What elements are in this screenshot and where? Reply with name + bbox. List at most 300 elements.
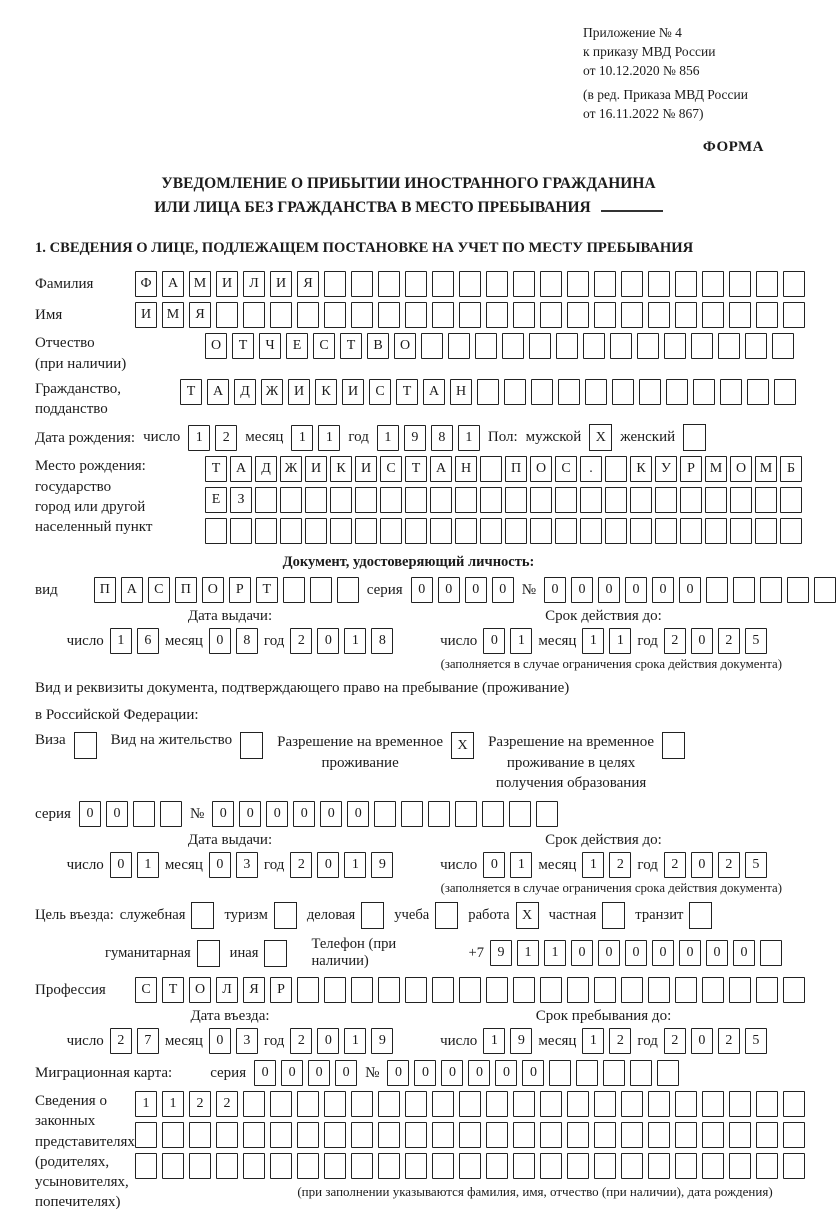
char-box[interactable]: О <box>189 977 211 1003</box>
char-box[interactable]: И <box>270 271 292 297</box>
char-box[interactable] <box>612 379 634 405</box>
char-box[interactable] <box>756 302 778 328</box>
char-box[interactable] <box>774 379 796 405</box>
char-box[interactable] <box>756 977 778 1003</box>
char-box[interactable]: О <box>394 333 416 359</box>
char-box[interactable] <box>702 1153 724 1179</box>
char-box[interactable] <box>421 333 443 359</box>
char-box[interactable]: 6 <box>137 628 159 654</box>
char-box[interactable]: 0 <box>544 577 566 603</box>
char-box[interactable] <box>783 1122 805 1148</box>
char-box[interactable]: 2 <box>290 852 312 878</box>
purpose-private-checkbox[interactable] <box>602 902 625 929</box>
char-box[interactable] <box>405 302 427 328</box>
char-box[interactable]: 2 <box>664 628 686 654</box>
char-box[interactable]: 1 <box>162 1091 184 1117</box>
char-box[interactable] <box>637 333 659 359</box>
char-box[interactable] <box>783 977 805 1003</box>
char-box[interactable]: О <box>730 456 752 482</box>
char-box[interactable] <box>594 977 616 1003</box>
char-box[interactable] <box>378 1122 400 1148</box>
char-box[interactable]: 0 <box>209 1028 231 1054</box>
char-box[interactable] <box>432 977 454 1003</box>
char-box[interactable]: 0 <box>209 852 231 878</box>
char-box[interactable] <box>162 1153 184 1179</box>
char-box[interactable] <box>756 1091 778 1117</box>
char-box[interactable] <box>702 1091 724 1117</box>
char-box[interactable] <box>486 977 508 1003</box>
char-box[interactable]: 5 <box>745 852 767 878</box>
char-box[interactable]: Т <box>256 577 278 603</box>
char-box[interactable]: 0 <box>691 852 713 878</box>
char-box[interactable] <box>504 379 526 405</box>
char-box[interactable]: 0 <box>110 852 132 878</box>
char-box[interactable]: У <box>655 456 677 482</box>
char-box[interactable] <box>378 1091 400 1117</box>
sex-male-checkbox[interactable]: X <box>589 424 612 451</box>
char-box[interactable] <box>378 977 400 1003</box>
char-box[interactable] <box>580 518 602 544</box>
char-box[interactable] <box>480 456 502 482</box>
char-box[interactable]: 0 <box>495 1060 517 1086</box>
char-box[interactable] <box>702 302 724 328</box>
char-box[interactable]: М <box>162 302 184 328</box>
char-box[interactable] <box>255 518 277 544</box>
char-box[interactable]: 1 <box>582 852 604 878</box>
char-box[interactable] <box>205 518 227 544</box>
char-box[interactable] <box>324 1153 346 1179</box>
sex-female-checkbox[interactable] <box>683 424 706 451</box>
char-box[interactable] <box>814 577 836 603</box>
char-box[interactable] <box>567 1153 589 1179</box>
char-box[interactable]: М <box>755 456 777 482</box>
char-box[interactable] <box>513 271 535 297</box>
char-box[interactable]: Ж <box>261 379 283 405</box>
char-box[interactable] <box>378 271 400 297</box>
char-box[interactable]: К <box>330 456 352 482</box>
char-box[interactable]: 0 <box>652 577 674 603</box>
char-box[interactable]: 2 <box>189 1091 211 1117</box>
char-box[interactable] <box>693 379 715 405</box>
char-box[interactable] <box>630 518 652 544</box>
char-box[interactable] <box>380 518 402 544</box>
char-box[interactable] <box>540 1153 562 1179</box>
char-box[interactable] <box>189 1122 211 1148</box>
char-box[interactable]: Я <box>243 977 265 1003</box>
char-box[interactable] <box>702 977 724 1003</box>
purpose-humanitarian-checkbox[interactable] <box>197 940 220 967</box>
char-box[interactable]: 1 <box>344 1028 366 1054</box>
char-box[interactable] <box>305 487 327 513</box>
char-box[interactable]: 0 <box>679 577 701 603</box>
char-box[interactable] <box>540 302 562 328</box>
char-box[interactable]: 3 <box>236 1028 258 1054</box>
char-box[interactable] <box>355 487 377 513</box>
char-box[interactable]: 2 <box>290 628 312 654</box>
char-box[interactable] <box>480 518 502 544</box>
char-box[interactable] <box>576 1060 598 1086</box>
char-box[interactable] <box>513 1153 535 1179</box>
char-box[interactable] <box>428 801 450 827</box>
char-box[interactable]: 2 <box>718 1028 740 1054</box>
char-box[interactable]: 1 <box>517 940 539 966</box>
char-box[interactable]: 0 <box>79 801 101 827</box>
char-box[interactable] <box>705 487 727 513</box>
char-box[interactable]: 2 <box>216 1091 238 1117</box>
char-box[interactable] <box>243 1091 265 1117</box>
residence-permit-checkbox[interactable] <box>240 732 263 759</box>
char-box[interactable] <box>459 302 481 328</box>
char-box[interactable]: П <box>505 456 527 482</box>
char-box[interactable] <box>675 1091 697 1117</box>
char-box[interactable]: 1 <box>291 425 313 451</box>
char-box[interactable]: А <box>207 379 229 405</box>
purpose-transit-checkbox[interactable] <box>689 902 712 929</box>
char-box[interactable]: 0 <box>281 1060 303 1086</box>
char-box[interactable]: 0 <box>598 577 620 603</box>
char-box[interactable] <box>718 333 740 359</box>
char-box[interactable] <box>216 1153 238 1179</box>
char-box[interactable]: 0 <box>387 1060 409 1086</box>
char-box[interactable] <box>380 487 402 513</box>
purpose-tourism-checkbox[interactable] <box>274 902 297 929</box>
char-box[interactable] <box>540 271 562 297</box>
char-box[interactable] <box>621 271 643 297</box>
char-box[interactable] <box>594 271 616 297</box>
char-box[interactable] <box>459 977 481 1003</box>
char-box[interactable] <box>230 518 252 544</box>
char-box[interactable] <box>675 302 697 328</box>
char-box[interactable]: К <box>630 456 652 482</box>
char-box[interactable]: 8 <box>236 628 258 654</box>
char-box[interactable] <box>459 1153 481 1179</box>
char-box[interactable] <box>455 518 477 544</box>
char-box[interactable] <box>680 487 702 513</box>
char-box[interactable]: 0 <box>106 801 128 827</box>
char-box[interactable] <box>189 1153 211 1179</box>
char-box[interactable]: 0 <box>706 940 728 966</box>
char-box[interactable] <box>555 518 577 544</box>
char-box[interactable]: С <box>555 456 577 482</box>
char-box[interactable] <box>648 1153 670 1179</box>
char-box[interactable]: Т <box>405 456 427 482</box>
char-box[interactable] <box>529 333 551 359</box>
char-box[interactable] <box>270 1153 292 1179</box>
purpose-work-checkbox[interactable]: X <box>516 902 539 929</box>
char-box[interactable]: 9 <box>510 1028 532 1054</box>
char-box[interactable] <box>729 1153 751 1179</box>
char-box[interactable] <box>310 577 332 603</box>
char-box[interactable] <box>648 302 670 328</box>
char-box[interactable] <box>324 1122 346 1148</box>
char-box[interactable]: 5 <box>745 1028 767 1054</box>
char-box[interactable]: 0 <box>625 577 647 603</box>
char-box[interactable]: Ф <box>135 271 157 297</box>
char-box[interactable] <box>160 801 182 827</box>
char-box[interactable]: 2 <box>718 852 740 878</box>
char-box[interactable] <box>605 456 627 482</box>
purpose-official-checkbox[interactable] <box>191 902 214 929</box>
char-box[interactable] <box>610 333 632 359</box>
char-box[interactable] <box>730 518 752 544</box>
char-box[interactable] <box>330 487 352 513</box>
char-box[interactable]: И <box>216 271 238 297</box>
char-box[interactable] <box>255 487 277 513</box>
char-box[interactable]: 0 <box>212 801 234 827</box>
char-box[interactable]: 1 <box>188 425 210 451</box>
char-box[interactable]: 0 <box>320 801 342 827</box>
char-box[interactable] <box>477 379 499 405</box>
char-box[interactable] <box>405 487 427 513</box>
char-box[interactable]: 0 <box>441 1060 463 1086</box>
char-box[interactable] <box>594 1153 616 1179</box>
char-box[interactable] <box>702 1122 724 1148</box>
char-box[interactable]: 1 <box>510 628 532 654</box>
char-box[interactable] <box>243 1122 265 1148</box>
char-box[interactable] <box>621 977 643 1003</box>
char-box[interactable] <box>705 518 727 544</box>
char-box[interactable]: И <box>305 456 327 482</box>
char-box[interactable]: Ж <box>280 456 302 482</box>
char-box[interactable] <box>567 271 589 297</box>
char-box[interactable]: О <box>202 577 224 603</box>
char-box[interactable] <box>243 1153 265 1179</box>
char-box[interactable] <box>513 302 535 328</box>
char-box[interactable] <box>405 1153 427 1179</box>
char-box[interactable] <box>216 1122 238 1148</box>
char-box[interactable]: Т <box>180 379 202 405</box>
char-box[interactable]: 1 <box>544 940 566 966</box>
char-box[interactable]: 0 <box>652 940 674 966</box>
char-box[interactable]: 1 <box>510 852 532 878</box>
char-box[interactable] <box>755 518 777 544</box>
char-box[interactable] <box>216 302 238 328</box>
char-box[interactable]: 1 <box>344 852 366 878</box>
char-box[interactable]: 1 <box>582 1028 604 1054</box>
char-box[interactable] <box>351 1091 373 1117</box>
char-box[interactable] <box>540 1091 562 1117</box>
char-box[interactable] <box>455 801 477 827</box>
char-box[interactable] <box>405 977 427 1003</box>
char-box[interactable] <box>432 1122 454 1148</box>
char-box[interactable] <box>337 577 359 603</box>
char-box[interactable]: 8 <box>371 628 393 654</box>
char-box[interactable]: 5 <box>745 628 767 654</box>
char-box[interactable]: 0 <box>317 1028 339 1054</box>
char-box[interactable]: 9 <box>371 852 393 878</box>
char-box[interactable]: Б <box>780 456 802 482</box>
char-box[interactable] <box>486 271 508 297</box>
char-box[interactable] <box>475 333 497 359</box>
char-box[interactable] <box>783 1091 805 1117</box>
char-box[interactable]: 1 <box>135 1091 157 1117</box>
char-box[interactable] <box>648 977 670 1003</box>
char-box[interactable] <box>324 271 346 297</box>
char-box[interactable] <box>482 801 504 827</box>
char-box[interactable] <box>324 977 346 1003</box>
char-box[interactable]: 0 <box>691 628 713 654</box>
char-box[interactable] <box>780 487 802 513</box>
char-box[interactable] <box>772 333 794 359</box>
char-box[interactable]: 2 <box>718 628 740 654</box>
char-box[interactable] <box>513 977 535 1003</box>
char-box[interactable] <box>787 577 809 603</box>
char-box[interactable]: 2 <box>215 425 237 451</box>
char-box[interactable] <box>630 487 652 513</box>
char-box[interactable] <box>509 801 531 827</box>
char-box[interactable]: 0 <box>317 628 339 654</box>
char-box[interactable] <box>648 1091 670 1117</box>
char-box[interactable] <box>405 271 427 297</box>
char-box[interactable] <box>540 977 562 1003</box>
char-box[interactable]: 0 <box>625 940 647 966</box>
char-box[interactable]: 0 <box>293 801 315 827</box>
char-box[interactable] <box>351 977 373 1003</box>
char-box[interactable]: 1 <box>110 628 132 654</box>
char-box[interactable] <box>401 801 423 827</box>
char-box[interactable]: О <box>205 333 227 359</box>
char-box[interactable]: Д <box>234 379 256 405</box>
char-box[interactable]: А <box>423 379 445 405</box>
char-box[interactable]: 0 <box>347 801 369 827</box>
char-box[interactable] <box>297 1122 319 1148</box>
char-box[interactable] <box>480 487 502 513</box>
char-box[interactable]: Т <box>205 456 227 482</box>
char-box[interactable] <box>585 379 607 405</box>
char-box[interactable] <box>747 379 769 405</box>
char-box[interactable] <box>666 379 688 405</box>
char-box[interactable] <box>505 518 527 544</box>
temporary-residence-checkbox[interactable]: X <box>451 732 474 759</box>
char-box[interactable] <box>270 302 292 328</box>
char-box[interactable]: Я <box>297 271 319 297</box>
char-box[interactable]: Ч <box>259 333 281 359</box>
char-box[interactable] <box>756 1122 778 1148</box>
char-box[interactable] <box>280 487 302 513</box>
char-box[interactable] <box>378 1153 400 1179</box>
visa-checkbox[interactable] <box>74 732 97 759</box>
char-box[interactable]: 0 <box>317 852 339 878</box>
char-box[interactable] <box>567 977 589 1003</box>
char-box[interactable] <box>459 271 481 297</box>
char-box[interactable] <box>605 518 627 544</box>
char-box[interactable] <box>305 518 327 544</box>
char-box[interactable] <box>783 302 805 328</box>
char-box[interactable]: 2 <box>664 852 686 878</box>
char-box[interactable]: 0 <box>411 577 433 603</box>
char-box[interactable] <box>297 302 319 328</box>
char-box[interactable]: 0 <box>679 940 701 966</box>
char-box[interactable] <box>405 1122 427 1148</box>
char-box[interactable] <box>133 801 155 827</box>
char-box[interactable]: О <box>530 456 552 482</box>
char-box[interactable]: 2 <box>609 1028 631 1054</box>
char-box[interactable] <box>755 487 777 513</box>
char-box[interactable]: 3 <box>236 852 258 878</box>
char-box[interactable]: С <box>135 977 157 1003</box>
char-box[interactable] <box>459 1122 481 1148</box>
char-box[interactable]: И <box>288 379 310 405</box>
char-box[interactable] <box>648 271 670 297</box>
char-box[interactable] <box>405 518 427 544</box>
char-box[interactable]: Н <box>450 379 472 405</box>
char-box[interactable]: К <box>315 379 337 405</box>
char-box[interactable]: Т <box>396 379 418 405</box>
char-box[interactable] <box>729 1091 751 1117</box>
char-box[interactable] <box>486 302 508 328</box>
char-box[interactable]: 0 <box>239 801 261 827</box>
char-box[interactable] <box>378 302 400 328</box>
char-box[interactable]: 1 <box>483 1028 505 1054</box>
char-box[interactable] <box>135 1153 157 1179</box>
char-box[interactable] <box>675 271 697 297</box>
char-box[interactable] <box>567 1122 589 1148</box>
char-box[interactable]: 8 <box>431 425 453 451</box>
char-box[interactable]: Е <box>205 487 227 513</box>
char-box[interactable]: П <box>175 577 197 603</box>
char-box[interactable]: 7 <box>137 1028 159 1054</box>
char-box[interactable] <box>270 1091 292 1117</box>
char-box[interactable]: . <box>580 456 602 482</box>
purpose-business-checkbox[interactable] <box>361 902 384 929</box>
char-box[interactable] <box>351 302 373 328</box>
char-box[interactable]: И <box>135 302 157 328</box>
char-box[interactable] <box>675 1153 697 1179</box>
char-box[interactable] <box>455 487 477 513</box>
char-box[interactable]: Д <box>255 456 277 482</box>
char-box[interactable]: Т <box>340 333 362 359</box>
char-box[interactable]: С <box>369 379 391 405</box>
char-box[interactable] <box>729 302 751 328</box>
char-box[interactable] <box>351 1153 373 1179</box>
char-box[interactable]: И <box>342 379 364 405</box>
char-box[interactable]: 2 <box>664 1028 686 1054</box>
char-box[interactable]: Р <box>680 456 702 482</box>
char-box[interactable] <box>162 1122 184 1148</box>
char-box[interactable] <box>531 379 553 405</box>
char-box[interactable] <box>621 1122 643 1148</box>
char-box[interactable] <box>536 801 558 827</box>
char-box[interactable] <box>297 1091 319 1117</box>
char-box[interactable] <box>486 1153 508 1179</box>
char-box[interactable]: 1 <box>344 628 366 654</box>
char-box[interactable]: 0 <box>571 940 593 966</box>
char-box[interactable] <box>648 1122 670 1148</box>
char-box[interactable] <box>530 487 552 513</box>
char-box[interactable] <box>583 333 605 359</box>
char-box[interactable]: 0 <box>308 1060 330 1086</box>
char-box[interactable]: 0 <box>468 1060 490 1086</box>
char-box[interactable]: 9 <box>371 1028 393 1054</box>
char-box[interactable] <box>733 577 755 603</box>
char-box[interactable] <box>680 518 702 544</box>
char-box[interactable]: 0 <box>492 577 514 603</box>
char-box[interactable] <box>283 577 305 603</box>
char-box[interactable]: 9 <box>490 940 512 966</box>
char-box[interactable]: Я <box>189 302 211 328</box>
char-box[interactable] <box>760 577 782 603</box>
char-box[interactable]: 0 <box>571 577 593 603</box>
char-box[interactable] <box>657 1060 679 1086</box>
char-box[interactable]: И <box>355 456 377 482</box>
char-box[interactable] <box>324 302 346 328</box>
char-box[interactable] <box>513 1091 535 1117</box>
char-box[interactable]: 0 <box>438 577 460 603</box>
char-box[interactable]: 0 <box>691 1028 713 1054</box>
char-box[interactable] <box>729 1122 751 1148</box>
char-box[interactable]: 1 <box>458 425 480 451</box>
char-box[interactable]: М <box>189 271 211 297</box>
